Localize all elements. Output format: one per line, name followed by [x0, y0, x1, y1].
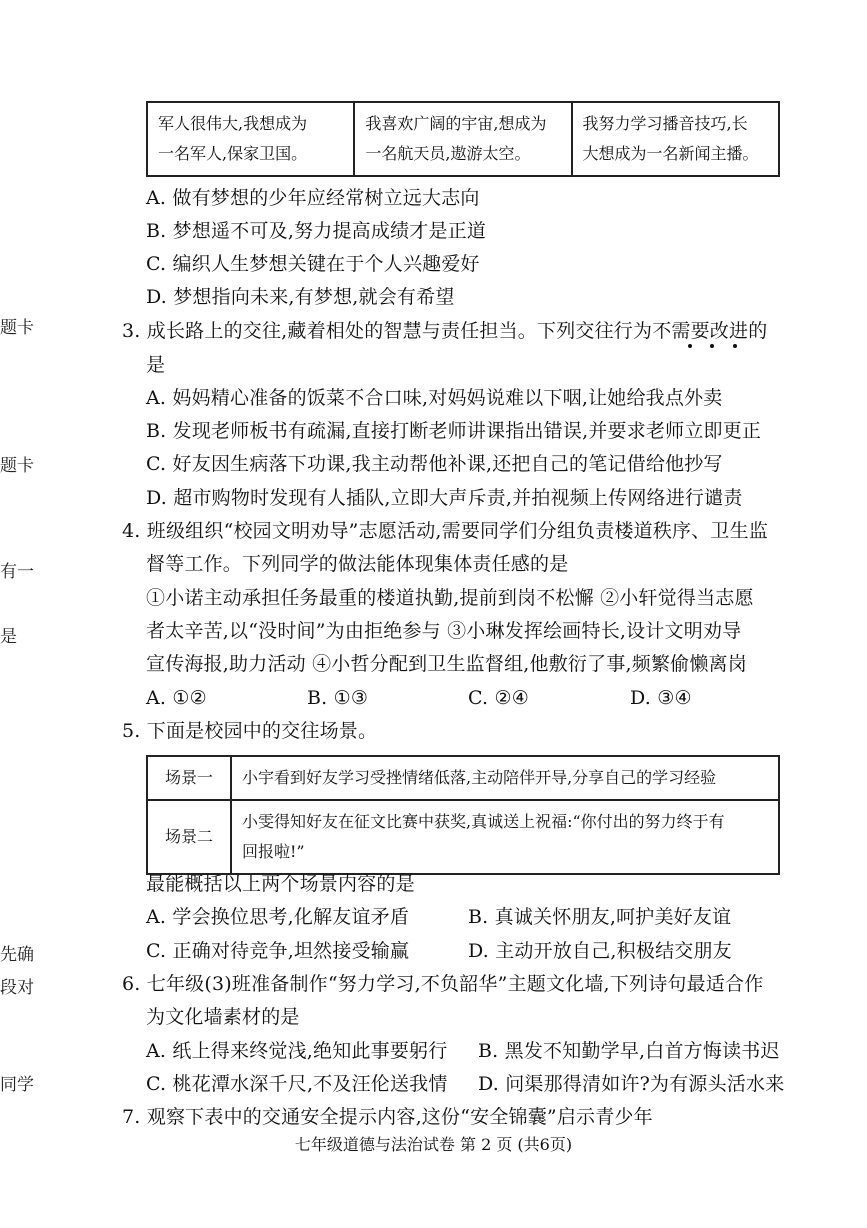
q4-body-line: 者太辛苦,以“没时间”为由拒绝参与 ③小琳发挥绘画特长,设计文明劝导 [146, 620, 742, 642]
dream-cell: 我努力学习播音技巧,长 大想成为一名新闻主播。 [572, 102, 779, 176]
q3-option-c: C. 好友因生病落下功课,我主动帮他补课,还把自己的笔记借给他抄写 [146, 453, 723, 475]
q6-stem: 6. 七年级(3)班准备制作“努力学习,不负韶华”主题文化墙,下列诗句最适合作 [122, 973, 764, 995]
q2-option-b: B. 梦想遥不可及,努力提高成绩才是正道 [146, 220, 487, 242]
dream-table [146, 101, 780, 177]
scene-label: 场景一 [147, 756, 231, 800]
emphasis-dot [688, 344, 692, 348]
scene-text: 小雯得知好友在征文比赛中获奖,真诚送上祝福:“你付出的努力终于有 回报啦!” [231, 800, 779, 874]
q6-option-b: B. 黑发不知勤学早,白首方悔读书迟 [478, 1040, 780, 1062]
q3-stem: 3. 成长路上的交往,藏着相处的智慧与责任担当。下列交往行为不需要改进的 [122, 320, 768, 342]
dream-cell: 我喜欢广阔的宇宙,想成为 一名航天员,遨游太空。 [354, 102, 571, 176]
q6-stem-cont: 为文化墙素材的是 [146, 1006, 300, 1028]
q4-body-line: 宣传海报,助力活动 ④小哲分配到卫生监督组,他敷衍了事,频繁偷懒离岗 [146, 653, 747, 675]
q5-option-c: C. 正确对待竞争,坦然接受输赢 [146, 940, 410, 962]
scene-table [146, 755, 780, 875]
dream-cell: 军人很伟大,我想成为 一名军人,保家卫国。 [147, 102, 354, 176]
q6-option-a: A. 纸上得来终觉浅,绝知此事要躬行 [146, 1040, 448, 1062]
q2-option-a: A. 做有梦想的少年应经常树立远大志向 [146, 187, 480, 209]
q3-option-d: D. 超市购物时发现有人插队,立即大声斥责,并拍视频上传网络进行谴责 [146, 487, 743, 509]
margin-fragment: 段对 [0, 978, 34, 998]
margin-fragment: 同学 [0, 1075, 34, 1095]
q4-body-line: ①小诺主动承担任务最重的楼道执勤,提前到岗不松懈 ②小轩觉得当志愿 [146, 587, 754, 609]
q5-option-a: A. 学会换位思考,化解友谊矛盾 [146, 906, 410, 928]
q4-option-d: D. ③④ [630, 687, 692, 709]
q6-option-d: D. 问渠那得清如许?为有源头活水来 [478, 1073, 785, 1095]
q4-stem-cont: 督等工作。下列同学的做法能体现集体责任感的是 [146, 553, 569, 575]
margin-fragment: 先确 [0, 945, 34, 965]
scene-label: 场景二 [147, 800, 231, 874]
q4-option-a: A. ①② [146, 687, 207, 709]
q5-option-d: D. 主动开放自己,积极结交朋友 [468, 940, 732, 962]
q2-option-c: C. 编织人生梦想关键在于个人兴趣爱好 [146, 253, 480, 275]
margin-fragment: 有一 [0, 562, 34, 582]
q5-stem: 5. 下面是校园中的交往场景。 [122, 720, 378, 742]
q4-option-b: B. ①③ [307, 687, 369, 709]
emphasis-dot [710, 344, 714, 348]
q6-option-c: C. 桃花潭水深千尺,不及汪伦送我情 [146, 1073, 448, 1095]
page-footer: 七年级道德与法治试卷 第 2 页 (共6页) [294, 1135, 573, 1154]
q4-stem: 4. 班级组织“校园文明劝导”志愿活动,需要同学们分组负责楼道秩序、卫生监 [122, 520, 769, 542]
scene-text: 小宇看到好友学习受挫情绪低落,主动陪伴开导,分享自己的学习经验 [231, 756, 779, 800]
q5-option-b: B. 真诚关怀朋友,呵护美好友谊 [468, 906, 732, 928]
emphasis-dot [733, 344, 737, 348]
q5-question: 最能概括以上两个场景内容的是 [146, 873, 415, 895]
margin-fragment: 是 [0, 627, 17, 647]
q7-stem: 7. 观察下表中的交通安全提示内容,这份“安全锦囊”启示青少年 [122, 1106, 653, 1128]
q3-option-b: B. 发现老师板书有疏漏,直接打断老师讲课指出错误,并要求老师立即更正 [146, 420, 762, 442]
q4-option-c: C. ②④ [468, 687, 530, 709]
q2-option-d: D. 梦想指向未来,有梦想,就会有希望 [146, 286, 455, 308]
q3-option-a: A. 妈妈精心准备的饭菜不合口味,对妈妈说难以下咽,让她给我点外卖 [146, 387, 723, 409]
margin-fragment: 题卡 [0, 456, 34, 476]
margin-fragment: 题卡 [0, 318, 34, 338]
q3-stem-cont: 是 [146, 354, 166, 376]
